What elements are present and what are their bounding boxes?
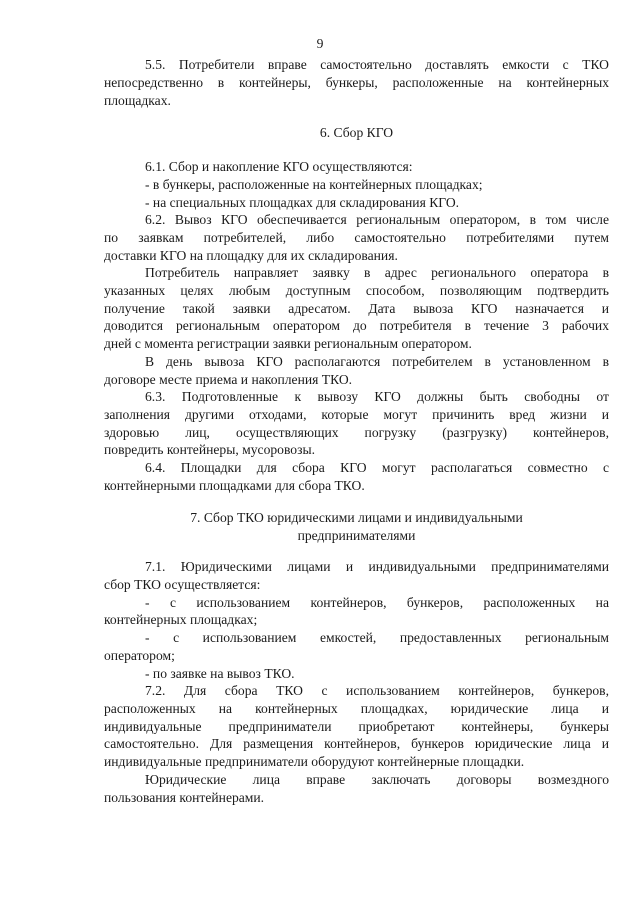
text-line: - с использованием емкостей, предоставленных региональным [145, 630, 609, 646]
paragraph-6-1 [104, 158, 609, 211]
paragraph-6-3 [104, 388, 609, 459]
paragraph-day [104, 353, 609, 389]
text-line: контейнерных площадках; [104, 612, 258, 628]
text-line: 7.2. Для сбора ТКО с использованием контейнеров, бункеров, [145, 683, 609, 698]
text-line: В день вывоза КГО располагаются потребителем в установленном в [145, 354, 609, 369]
text-line: расположенных на контейнерных площадках, юридические лица и [104, 700, 609, 716]
text-line: указанных целях любым доступным способом, позволяющим подтвердить [104, 282, 609, 298]
heading-line: 6. Сбор КГО [319, 125, 394, 140]
text-line: оператором; [104, 647, 175, 663]
text-line: получение такой заявки адресатом. Дата вывоза КГО назначается и [104, 300, 609, 316]
text-line: 5.5. Потребители вправе самостоятельно доставлять емкости с ТКО [145, 57, 609, 72]
text-line: - в бункеры, расположенные на контейнерных площадках; [145, 176, 483, 192]
text-line: индивидуальные предприниматели приобретают контейнеры, бункеры [104, 718, 609, 734]
text-line: дней с момента регистрации заявки региональным оператором. [104, 336, 472, 352]
paragraph-6-4 [104, 459, 609, 495]
text-line: повредить контейнеры, мусоровозы. [104, 442, 315, 458]
paragraph-contract [104, 771, 609, 807]
text-line: 6.2. Вывоз КГО обеспечивается региональным оператором, в том числе [145, 212, 609, 227]
text-line: Потребитель направляет заявку в адрес регионального оператора в [145, 265, 609, 280]
heading-line: 7. Сбор ТКО юридическими лицами и индивидуальными [190, 510, 523, 525]
paragraph-6-2 [104, 211, 609, 264]
text-line: 7.1. Юридическими лицами и индивидуальными предпринимателями [145, 559, 609, 574]
section-7-heading [104, 509, 609, 545]
paragraph-5-5 [104, 56, 609, 109]
text-line: самостоятельно. Для размещения контейнеров, бункеров юридические лица и [104, 736, 609, 752]
text-line: пользования контейнерами. [104, 789, 265, 805]
text-line: по заявкам потребителей, либо самостоятельно потребителями путем [104, 229, 609, 245]
text-line: заполнения другими отходами, которые могут причинить вред жизни и [104, 406, 609, 422]
text-line: площадках. [104, 92, 171, 108]
text-line: доводится региональным оператором до потребителя в течение 3 рабочих [104, 318, 609, 334]
text-line: - по заявке на вывоз ТКО. [145, 665, 295, 681]
text-line: доставки КГО на площадку для их складирования. [104, 247, 398, 263]
text-line: договоре месте приема и накопления ТКО. [104, 371, 353, 387]
text-line: 6.1. Сбор и накопление КГО осуществляются: [145, 159, 413, 174]
text-line: здоровью лиц, осуществляющих погрузку (разгрузку) контейнеров, [104, 424, 609, 440]
text-line: непосредственно в контейнеры, бункеры, расположенные на контейнерных [104, 74, 609, 90]
paragraph-7-1 [104, 558, 609, 683]
paragraph-request [104, 264, 609, 353]
heading-line: предпринимателями [297, 527, 416, 543]
text-line: контейнерными площадками для сбора ТКО. [104, 477, 365, 493]
paragraph-7-2 [104, 682, 609, 771]
text-line: - на специальных площадках для складирования КГО. [145, 194, 460, 210]
text-line: 6.3. Подготовленные к вывозу КГО должны быть свободны от [145, 389, 609, 404]
text-line: 6.4. Площадки для сбора КГО могут располагаться совместно с [145, 460, 609, 475]
text-line: индивидуальные предприниматели оборудуют контейнерные площадки. [104, 754, 525, 770]
text-line: сбор ТКО осуществляется: [104, 576, 261, 592]
section-6-heading [104, 124, 609, 142]
page-number: 9 [316, 36, 324, 51]
text-line: - с использованием контейнеров, бункеров, расположенных на [145, 594, 609, 610]
text-line: Юридические лица вправе заключать договоры возмездного [145, 772, 609, 787]
